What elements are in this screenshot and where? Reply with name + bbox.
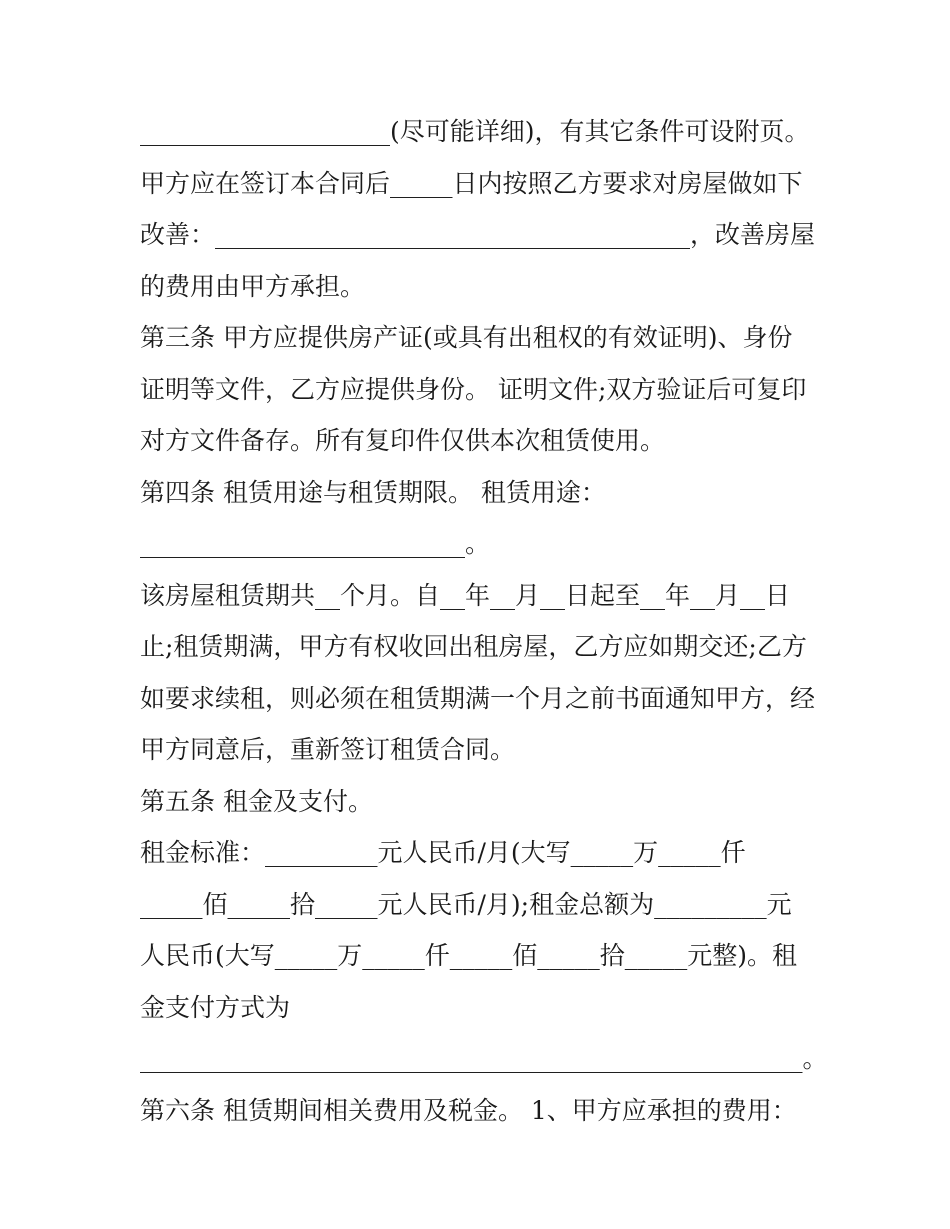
article-6-line: 第六条 租赁期间相关费用及税金。 1、甲方应承担的费用： (140, 1095, 797, 1125)
text-line: 金支付方式为 (140, 992, 291, 1022)
text-line: 甲方应在签订本合同后_____日内按照乙方要求对房屋做如下 (140, 168, 803, 198)
article-4-line: 第四条 租赁用途与租赁期限。 租赁用途： (140, 477, 606, 507)
contract-text (140, 106, 830, 1136)
text-line: 证明等文件，乙方应提供身份。 证明文件;双方验证后可复印 (140, 374, 807, 404)
text-line: 人民币(大写_____万_____仟_____佰_____拾_____元整)。租 (140, 941, 798, 970)
article-5-line: 第五条 租金及支付。 (140, 786, 373, 816)
text-line: 的费用由甲方承担。 (140, 271, 366, 301)
text-line: 该房屋租赁期共__个月。自__年__月__日起至__年__月__日 (140, 580, 791, 610)
text-line: 租金标准：_________元人民币/月(大写_____万_____仟 (140, 838, 746, 867)
text-line: ____________________(尽可能详细)，有其它条件可设附页。 (140, 117, 810, 146)
text-line: _____________________________________________________。 (140, 1044, 828, 1073)
text-line: 如要求续租，则必须在租赁期满一个月之前书面通知甲方，经 (140, 683, 816, 713)
text-line: 止;租赁期满，甲方有权收回出租房屋，乙方应如期交还;乙方 (140, 632, 807, 661)
text-line: 甲方同意后，重新签订租赁合同。 (140, 735, 516, 764)
text-line: 改善：______________________________________，改善房屋 (140, 220, 816, 249)
text-line: _____佰_____拾_____元人民币/月);租金总额为_________元 (140, 889, 792, 919)
text-line: __________________________。 (140, 529, 491, 558)
text-line: 对方文件备存。所有复印件仅供本次租赁使用。 (140, 426, 666, 455)
article-3-line: 第三条 甲方应提供房产证(或具有出租权的有效证明)、身份 (140, 323, 793, 352)
